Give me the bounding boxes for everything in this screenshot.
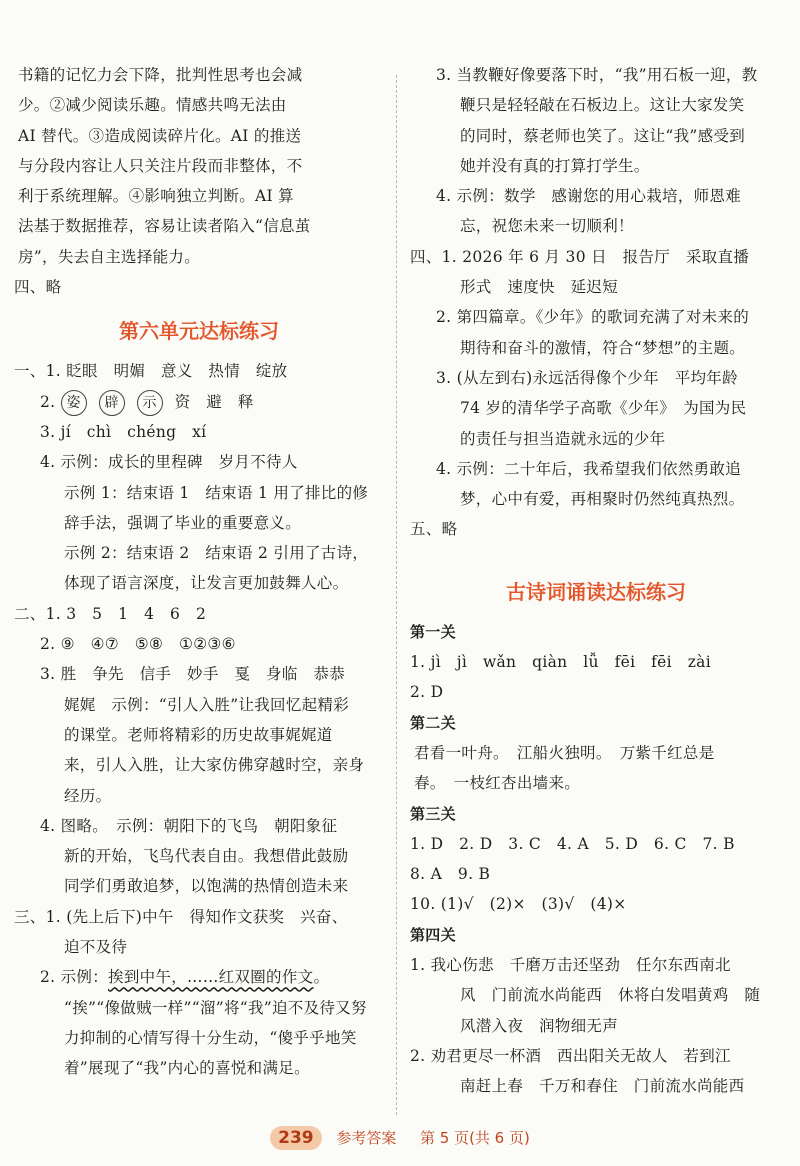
answer-line: 与分段内容让人只关注片段而非整体，不 [18,156,303,175]
answer-text: 资 避 释 [174,392,254,411]
answer-line: 一、1. 眨眼 明媚 意义 热情 绽放 [14,362,288,381]
answer-line: 2. 劝君更尽一杯酒 西出阳关无故人 若到江 [410,1046,731,1065]
footer-label: 参考答案 [336,1129,397,1147]
answer-line: 10. (1)√ (2)× (3)√ (4)× [410,895,627,914]
section-title: 第六单元达标练习 [119,319,279,344]
left-column [14,60,384,1084]
answer-line: 体现了语言深度，让发言更加鼓舞人心。 [64,574,349,593]
answer-line: 3. (从左到右)永远活得像个少年 平均年龄 [436,368,738,387]
underlined-quote: 挨到中午，……红双圈的作文 [108,968,314,987]
answer-line: 鞭只是轻轻敲在石板边上。这让大家发笑 [460,96,745,115]
section-subheading: 第一关 [410,622,456,641]
answer-line: 四、略 [14,278,62,297]
answer-line: 同学们勇敢追梦，以饱满的热情创造未来 [64,877,349,896]
punctuation: 。 [313,968,330,987]
answer-line: 四、1. 2026 年 6 月 30 日 报告厅 采取直播 [410,247,750,266]
circled-character: 示 [137,390,163,416]
answer-line: 形式 速度快 延迟短 [460,278,619,297]
answer-line: 忘，祝您未来一切顺利！ [460,217,634,236]
item-number: 2. [40,392,56,411]
answer-line: 房”，失去自主选择能力。 [18,247,201,266]
answer-line: 4. 示例：二十年后，我希望我们依然勇敢追 [436,459,742,478]
answer-line: 3. 胜 争先 信手 妙手 戛 身临 恭恭 [40,665,346,684]
answer-line: 8. A 9. B [410,865,491,884]
circled-character: 辟 [99,390,125,416]
answer-line: 君看一叶舟。 江船火独明。 万紫千红总是 [414,743,715,762]
answer-line: 1. jì jì wǎn qiàn lǚ fēi fēi zài [410,653,711,672]
answer-line: 书籍的记忆力会下降，批判性思考也会减 [18,66,303,84]
answer-line: 经历。 [64,786,112,805]
answer-line: 五、略 [410,520,458,539]
answer-line: 2. D [410,683,444,702]
answer-line: 的责任与担当造就永远的少年 [460,429,666,448]
answer-line [14,387,384,417]
answer-line: 南赶上春 千万和春住 门前流水尚能西 [460,1077,745,1096]
section-subheading: 第三关 [410,804,456,823]
answer-line: 迫不及待 [64,938,128,957]
section-title: 古诗词诵读达标练习 [506,579,686,604]
answer-line: 74 岁的清华学子高歌《少年》 为国为民 [460,399,747,418]
answer-line: 三、1. (先上后下)中午 得知作文获奖 兴奋、 [14,907,348,926]
answer-line: 4. 图略。 示例：朝阳下的飞鸟 朝阳象征 [40,816,338,835]
answer-line: 4. 示例：成长的里程碑 岁月不待人 [40,453,298,472]
answer-line: 春。 一枝红杏出墙来。 [414,774,581,793]
answer-line: 的课堂。老师将精彩的历史故事娓娓道 [64,725,333,744]
page-footer [0,1126,800,1150]
answer-line: 梦，心中有爱，再相聚时仍然纯真热烈。 [460,490,745,509]
answer-line: 辞手法，强调了毕业的重要意义。 [64,513,302,532]
answer-line: 来，引人入胜，让大家仿佛穿越时空，亲身 [64,756,365,775]
right-column [410,60,782,1102]
answer-text: 2. 示例： [40,968,109,987]
footer-page-info: 第 5 页(共 6 页) [419,1129,530,1147]
answer-line: 示例 2：结束语 2 结束语 2 引用了古诗， [64,544,369,563]
answer-line: 4. 示例：数学 感谢您的用心栽培，师恩难 [436,187,742,206]
answer-line: 着”展现了“我”内心的喜悦和满足。 [64,1059,310,1078]
circled-character: 姿 [61,390,87,416]
answer-line: 的同时，蔡老师也笑了。这让“我”感受到 [460,126,746,145]
answer-line: AI 替代。③造成阅读碎片化。AI 的推送 [18,126,302,145]
answer-line: 3. jí chì chéng xí [40,422,207,441]
answer-line: 利于系统理解。④影响独立判断。AI 算 [18,187,294,206]
answer-line [14,962,384,992]
answer-line: “挨”“像做贼一样”“溜”将“我”迫不及待又努 [64,998,367,1017]
answer-line: 法基于数据推荐，容易让读者陷入“信息茧 [18,217,311,236]
answer-line: 二、1. 3 5 1 4 6 2 [14,604,207,623]
section-subheading: 第四关 [410,925,456,944]
answer-line: 新的开始，飞鸟代表自由。我想借此鼓励 [64,847,349,866]
answer-line: 她并没有真的打算打学生。 [460,156,650,175]
answer-line: 示例 1：结束语 1 结束语 1 用了排比的修 [64,483,369,502]
column-divider [396,75,397,1115]
answer-line: 期待和奋斗的激情，符合“梦想”的主题。 [460,338,746,357]
section-subheading: 第二关 [410,713,456,732]
answer-line: 1. 我心伤悲 千磨万击还坚劲 任尔东西南北 [410,956,731,975]
answer-line: 2. 第四篇章。《少年》的歌词充满了对未来的 [436,308,750,327]
answer-line: 1. D 2. D 3. C 4. A 5. D 6. C 7. B [410,834,735,853]
answer-line: 风潜入夜 润物细无声 [460,1016,619,1035]
answer-line: 娓娓 示例：“引人入胜”让我回忆起精彩 [64,695,350,714]
answer-line: 力抑制的心情写得十分生动，“傻乎乎地笑 [64,1028,357,1047]
page-number-badge: 239 [270,1126,322,1150]
answer-line: 2. ⑨ ④⑦ ⑤⑧ ①②③⑥ [40,635,236,654]
answer-line: 3. 当教鞭好像要落下时，“我”用石板一迎，教 [436,66,758,84]
answer-line: 风 门前流水尚能西 休将白发唱黄鸡 随 [460,986,761,1005]
answer-line: 少。②减少阅读乐趣。情感共鸣无法由 [18,96,287,115]
